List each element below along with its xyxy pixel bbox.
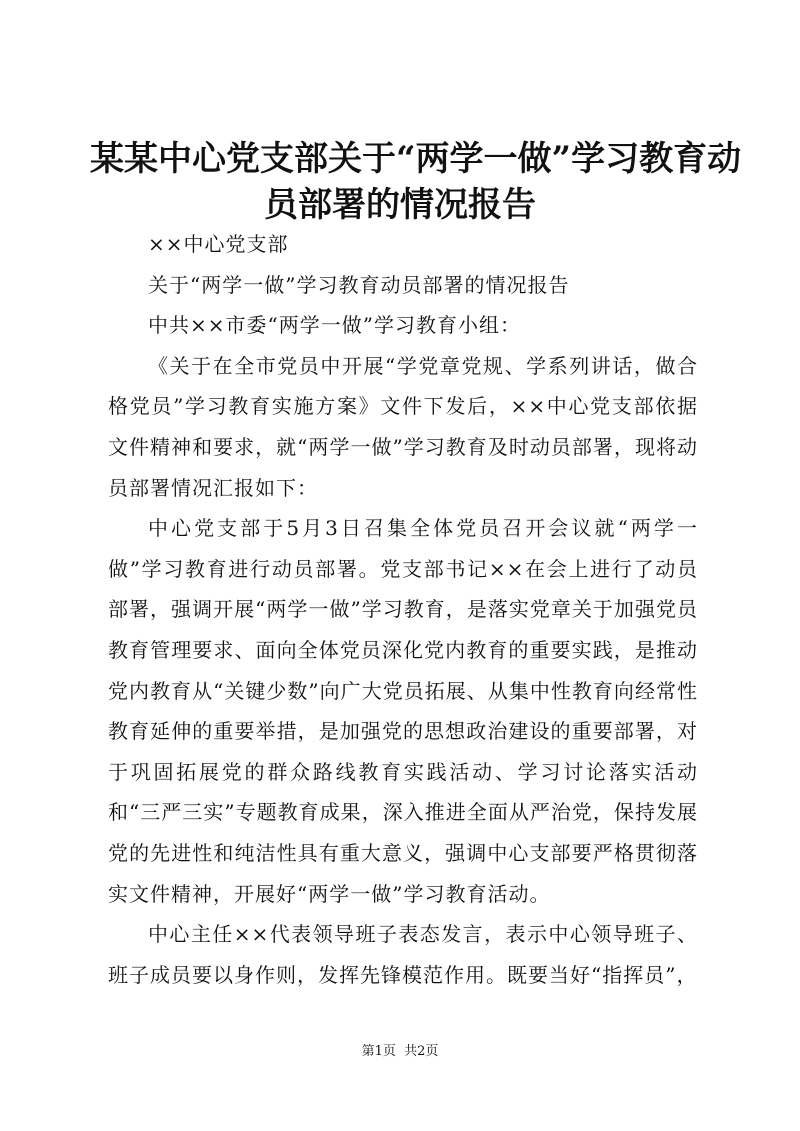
document-body [108,224,698,995]
intro-paragraph: 《关于在全市党员中开展“学党章党规、学系列讲话，做合格党员”学习教育实施方案》文件下发后，××中心党支部依据文件精神和要求，就“两学一做”学习教育及时动员部署，现将动员部署情况汇报如下： [108,353,698,500]
meeting-paragraph: 中心党支部于5月3日召集全体党员召开会议就“两学一做”学习教育进行动员部署。党支部书记××在会上进行了动员部署，强调开展“两学一做”学习教育，是落实党章关于加强党员教育管理要求、面向全体党员深化党内教育的重要实践，是推动党内教育从“关键少数”向广大党员拓展、从集中性教育向经常性教育延伸的重要举措，是加强党的思想政治建设的重要部署，对于巩固拓展党的群众路线教育实践活动、学习讨论落实活动和“三严三实”专题教育成果，深入推进全面从严治党，保持发展党的先进性和纯洁性具有重大意义，强调中心支部要严格贯彻落实文件精神，开展好“两学一做”学习教育活动。 [108,516,698,906]
document-title [90,136,742,228]
page-footer [0,1043,800,1061]
sender-line: ××中心党支部 [148,232,289,256]
director-paragraph: 中心主任××代表领导班子表态发言，表示中心领导班子、班子成员要以身作则，发挥先锋模范作用。既要当好“指挥员”， [108,922,698,987]
addressee-line: 中共××市委“两学一做”学习教育小组： [148,313,521,338]
title-line-1: 某某中心党支部关于“两学一做”学习教育动 [90,139,742,179]
title-line-2: 员部署的情况报告 [264,185,536,225]
subject-line: 关于“两学一做”学习教育动员部署的情况报告 [148,272,570,297]
page-number: 第1页 共2页 [361,1044,439,1059]
